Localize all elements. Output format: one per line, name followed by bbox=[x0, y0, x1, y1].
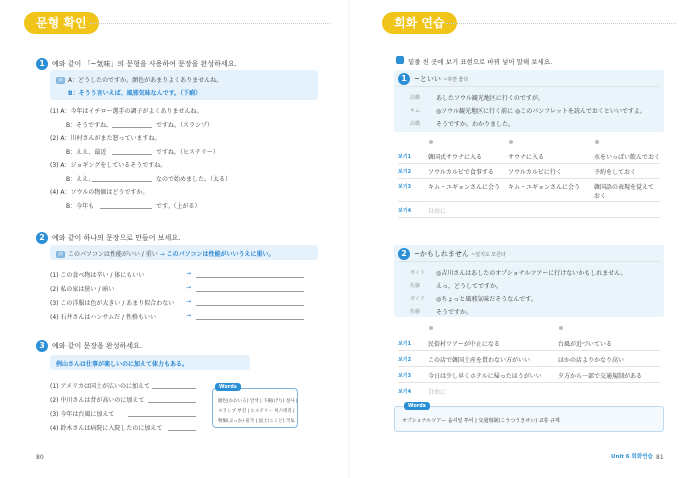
q2-item-4-blank[interactable] bbox=[196, 319, 304, 320]
r-q1-opt-3-c3: 韓国語の表現を覚えておく bbox=[594, 184, 655, 200]
r-q1-opt-2-label: 보기2 bbox=[398, 169, 412, 175]
q1-item-2-a: (2) A：川村さんがまた怒っていますね。 bbox=[50, 135, 161, 142]
r-q1-row-divider-4 bbox=[398, 217, 660, 218]
q2-item-4-arrow: → bbox=[186, 312, 192, 319]
page-number-right: 81 bbox=[656, 454, 664, 461]
r-q2-speaker-4: 佐藤 bbox=[410, 309, 421, 315]
q1-item-2-hint: ですね。（ヒステリー） bbox=[156, 149, 219, 156]
q1-item-3-b: B：ええ、 bbox=[66, 176, 95, 183]
q1-item-3-hint: なので始めました。（太る） bbox=[156, 176, 232, 183]
col1-dot bbox=[429, 140, 433, 144]
r-q1-row-divider-2 bbox=[398, 178, 660, 179]
r-q1-row-divider-1 bbox=[398, 163, 660, 164]
r-q1-speaker-3: 高橋 bbox=[410, 121, 421, 127]
q3-number: 3 bbox=[36, 340, 48, 352]
q2-number: 2 bbox=[36, 232, 48, 244]
r-q2-opt-4-label: 보기4 bbox=[398, 389, 412, 395]
q1-instruction: 예와 같이 「~気味」의 문형을 사용하여 문장을 완성하세요. bbox=[52, 60, 237, 68]
q2-item-2-arrow: → bbox=[186, 284, 192, 291]
r-q1-line-2: ◎ソウル観光地区に行く前に ◎このパンフレットを読んでおくといいですよ。 bbox=[436, 108, 646, 115]
q1-item-4-hint: です。（上がる） bbox=[156, 203, 201, 210]
q1-item-3-blank[interactable] bbox=[92, 181, 152, 182]
r-q1-speaker-2: キム bbox=[410, 108, 420, 114]
r-q2-opt-1-c2: 台風が近づいている bbox=[558, 341, 613, 348]
r-q1-opt-2-c3: 予約をしておく bbox=[594, 169, 637, 176]
title-divider-right bbox=[446, 23, 676, 24]
r-q1-opt-3-c1: キム・ユギョンさんに会う bbox=[428, 184, 500, 191]
words-right-line: オプショナルツアー 옵셔널 투어 | 交通規制(こうつうきせい) 교통 규제 bbox=[402, 418, 560, 424]
words-line-3: 物価(ぶっか) 물가 | 国土(こくど) 국토 bbox=[218, 419, 295, 424]
q2-item-4: (4) 石井さんはハンサムだ / 性格もいい bbox=[50, 314, 156, 321]
q3-item-1-blank[interactable] bbox=[152, 388, 196, 389]
r-q2-opt-1-c1: 民俗村ツアーが中止になる bbox=[428, 341, 500, 348]
right-instruction: 밑줄 친 곳에 보기 표현으로 바꿔 넣어 말해 보세요. bbox=[408, 58, 553, 66]
pencil-icon bbox=[396, 56, 404, 64]
q2-item-3-arrow: → bbox=[186, 298, 192, 305]
q1-item-4-blank[interactable] bbox=[100, 208, 152, 209]
q3-item-4-blank[interactable] bbox=[168, 430, 196, 431]
r-q1-speaker-1: 高橋 bbox=[410, 95, 421, 101]
q3-item-2: (2) 中川さんは背が高いのに加えて bbox=[50, 397, 145, 404]
r-q1-line-1: あしたソウル観光地区に行くのですが。 bbox=[436, 95, 544, 102]
page-number-left: 80 bbox=[36, 454, 44, 461]
r-q2-row-divider-1 bbox=[398, 350, 660, 351]
words-line-2: スランプ 부진 | ヒステリー 히스테리 | bbox=[218, 409, 295, 414]
r-q1-divider bbox=[398, 86, 660, 87]
r-q1-opt-3-label: 보기3 bbox=[398, 184, 412, 190]
q2-example: 例 このパソコンは性能がいい / 重い → このパソコンは性能がいいうえに重い。 bbox=[58, 251, 275, 258]
r-q1-opt-2-c1: ソウルカルビで食事する bbox=[428, 169, 494, 176]
r-q2-speaker-2: 佐藤 bbox=[410, 283, 421, 289]
r-q2-row-divider-3 bbox=[398, 382, 660, 383]
q1-item-1-b: B：そうですね。 bbox=[66, 122, 113, 129]
r-q2-line-1: ◎吉川さんはあしたのオプショナルツアーに行けないかもしれません。 bbox=[436, 270, 627, 277]
r-q1-opt-1-c3: 水をいっぱい飲んでおく bbox=[594, 154, 661, 161]
q3-item-3: (3) 今年は台風に加えて bbox=[50, 411, 115, 418]
r-q2-opt-2-c1: この店で韓国土産を買わない方がいい bbox=[428, 357, 531, 364]
q3-item-4: (4) 鈴木さんは病院に入院したのに加えて bbox=[50, 425, 163, 432]
q1-example-a: 例 A：どうしたのですか。顔色があまりよくありませんね。 bbox=[58, 77, 223, 84]
r-q2-col1-dot bbox=[429, 326, 433, 330]
words-box-left bbox=[212, 384, 298, 428]
q1-header bbox=[36, 58, 237, 70]
r-q2-col2-dot bbox=[559, 326, 563, 330]
r-q2-opt-2-label: 보기2 bbox=[398, 357, 412, 363]
r-q1-header: 1 ~といい ~하면 좋다 bbox=[398, 73, 468, 85]
r-q2-opt-2-c2: ほかの店よりかなり高い bbox=[558, 357, 625, 364]
col2-dot bbox=[509, 140, 513, 144]
q3-item-2-blank[interactable] bbox=[148, 402, 196, 403]
section-title-pattern-check: 문형 확인 bbox=[24, 12, 99, 34]
q2-item-3-blank[interactable] bbox=[196, 305, 304, 306]
r-q2-opt-3-c1: 今日は少し早くホテルに帰ったほうがいい bbox=[428, 373, 542, 380]
words-label: Words bbox=[215, 383, 241, 391]
q3-instruction: 예와 같이 문장을 완성하세요. bbox=[52, 342, 143, 350]
r-q2-divider bbox=[398, 261, 660, 262]
r-q1-opt-1-c2: サウナに入る bbox=[508, 154, 545, 161]
r-q2-opt-1-label: 보기1 bbox=[398, 341, 412, 347]
r-q2-speaker-3: ガイド bbox=[410, 296, 425, 302]
r-q2-opt-4-c1[interactable]: 自由に bbox=[428, 389, 447, 396]
unit-badge: Unit 6 회화연습 bbox=[611, 454, 653, 460]
q1-example-b: B：そうう言いえば、風邪気味なんです。（下痢） bbox=[68, 90, 202, 97]
r-q1-row-divider-3 bbox=[398, 201, 660, 202]
r-q2-line-2: えっ、どうしてですか。 bbox=[436, 283, 503, 290]
q2-item-1-blank[interactable] bbox=[196, 277, 304, 278]
r-q2-speaker-1: ガイド bbox=[410, 270, 425, 276]
q1-item-4-a: (4) A：ソウルの物価はどうですか。 bbox=[50, 189, 149, 196]
q1-item-1-hint: ですね。（スランプ） bbox=[156, 122, 214, 129]
q1-item-1-blank[interactable] bbox=[112, 127, 152, 128]
r-q1-opt-3-c2: キム・ユギョンさんに会う bbox=[508, 184, 580, 191]
q3-header bbox=[36, 340, 142, 352]
col3-dot bbox=[595, 140, 599, 144]
r-q1-opt-4-label: 보기4 bbox=[398, 208, 412, 214]
q1-number: 1 bbox=[36, 58, 48, 70]
r-q2-opt-3-label: 보기3 bbox=[398, 373, 412, 379]
q2-instruction: 예와 같이 하나의 문장으로 만들어 보세요. bbox=[52, 234, 181, 242]
r-q2-row-divider-2 bbox=[398, 366, 660, 367]
q3-item-3-blank[interactable] bbox=[128, 416, 196, 417]
q1-item-2-blank[interactable] bbox=[112, 154, 152, 155]
q1-item-2-b: B：ええ、最近 bbox=[66, 149, 107, 156]
r-q1-number: 1 bbox=[398, 73, 410, 85]
q2-header bbox=[36, 232, 180, 244]
q2-item-2-blank[interactable] bbox=[196, 291, 304, 292]
r-q2-header: 2 ~かもしれません ~일지도 모른다 bbox=[398, 248, 506, 260]
r-q1-opt-1-label: 보기1 bbox=[398, 154, 412, 160]
q2-item-2: (2) 私の家は狭い / 暗い bbox=[50, 286, 115, 293]
section-title-conversation: 회화 연습 bbox=[382, 12, 457, 34]
q2-item-1-arrow: → bbox=[186, 270, 192, 277]
r-q2-line-4: そうですか。 bbox=[436, 309, 473, 316]
r-q2-number: 2 bbox=[398, 248, 410, 260]
r-q2-opt-3-c2: 夕方から一部で交通規制がある bbox=[558, 373, 643, 380]
q1-item-1-a: (1) A：今年はイチロー選手の調子がよくありませんね。 bbox=[50, 108, 203, 115]
title-divider bbox=[90, 23, 330, 24]
q1-item-4-b: B：今年も bbox=[66, 203, 95, 210]
r-q1-opt-4-c1[interactable]: 自由に bbox=[428, 208, 447, 215]
r-q2-line-3: ◎ちょっと風邪気味だそうなんです。 bbox=[436, 296, 537, 303]
q3-item-1: (1) アメリカは国土が広いのに加えて bbox=[50, 383, 151, 390]
words-label-right: Words bbox=[404, 402, 430, 410]
q3-example: 例山さんは仕事が楽しいのに加えて体力もある。 bbox=[56, 361, 189, 368]
q1-item-3-a: (3) A：ジョギングをしているそうですね。 bbox=[50, 162, 167, 169]
q2-item-3: (3) この洋服は色が大きい / あまり似合わない bbox=[50, 300, 175, 307]
words-line-1: 顔色(かおいろ) 안색 | 下痢(げり) 설사 | bbox=[218, 399, 298, 404]
q2-item-1: (1) この食べ物は辛い / 体にもいい bbox=[50, 272, 145, 279]
r-q1-opt-2-c2: ソウルカルビに行く bbox=[508, 169, 562, 176]
r-q1-line-3: そうですか。わかりました。 bbox=[436, 121, 515, 128]
right-page bbox=[350, 0, 700, 478]
r-q1-opt-1-c1: 韓国式サウナに入る bbox=[428, 154, 483, 161]
